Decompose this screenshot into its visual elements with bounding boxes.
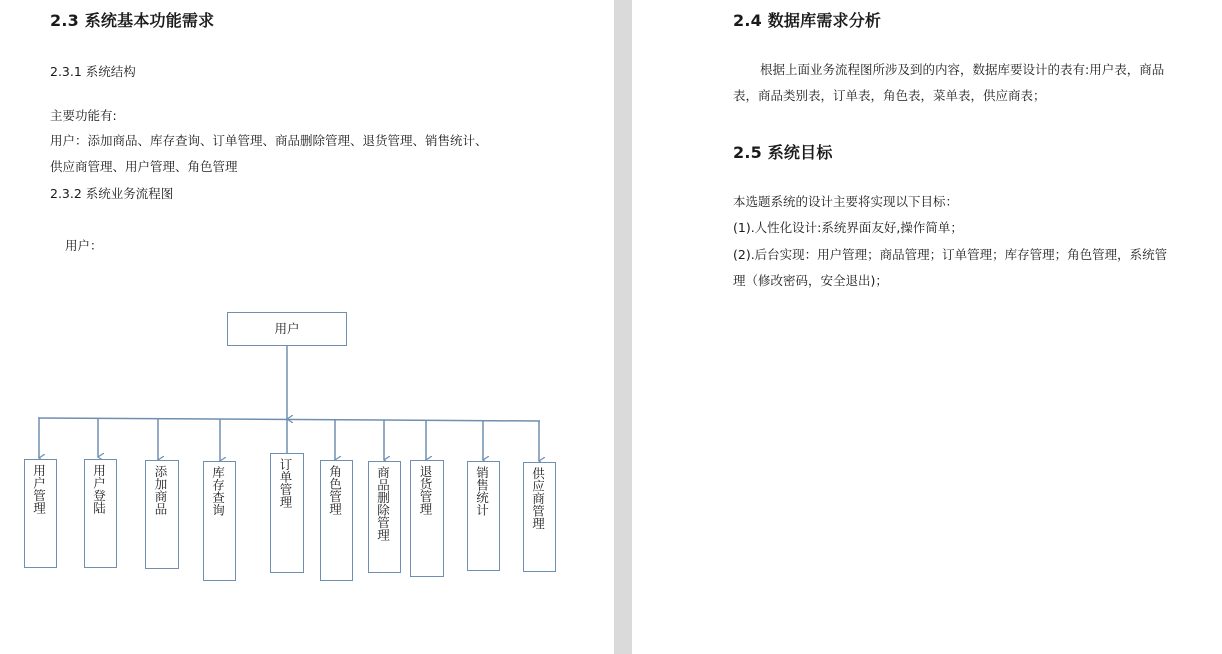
right-page bbox=[632, 0, 1222, 654]
node-label: 退货管理 bbox=[418, 465, 433, 515]
section-heading-2-3: 2.3 系统基本功能需求 bbox=[50, 11, 215, 30]
diagram-node-add-product bbox=[145, 460, 179, 569]
diagram-node-sales-statistics bbox=[467, 461, 500, 571]
diagram-node-role-management bbox=[320, 460, 353, 581]
db-para-line-1: 根据上面业务流程图所涉及到的内容，数据库要设计的表有:用户表，商品 bbox=[760, 62, 1165, 77]
diagram-node-inventory-query bbox=[203, 461, 236, 581]
node-label: 库存查询 bbox=[210, 466, 226, 516]
diagram-root-label: 用户 bbox=[274, 321, 300, 336]
node-label: 用户管理 bbox=[31, 464, 47, 514]
db-para-line-2: 表，商品类别表，订单表，角色表，菜单表，供应商表； bbox=[733, 88, 1046, 103]
subsection-2-3-1: 2.3.1 系统结构 bbox=[50, 64, 136, 79]
node-label: 订单管理 bbox=[278, 458, 293, 508]
diagram-node-user-login bbox=[84, 459, 117, 568]
goal-2-line-2: 理（修改密码，安全退出)； bbox=[733, 273, 888, 288]
node-label: 销售统计 bbox=[474, 466, 490, 516]
diagram-node-order-management bbox=[270, 453, 304, 573]
section-heading-2-4: 2.4 数据库需求分析 bbox=[733, 11, 882, 30]
diagram-node-product-delete-management bbox=[368, 461, 401, 573]
subsection-2-3-2: 2.3.2 系统业务流程图 bbox=[50, 186, 174, 201]
node-label: 角色管理 bbox=[327, 465, 343, 515]
diagram-root-node bbox=[227, 312, 347, 346]
diagram-node-user-management bbox=[24, 459, 57, 568]
functions-line-1: 用户：添加商品、库存查询、订单管理、商品删除管理、退货管理、销售统计、 bbox=[50, 133, 488, 148]
goal-1: (1).人性化设计:系统界面友好,操作简单； bbox=[733, 220, 963, 235]
user-label: 用户： bbox=[65, 238, 103, 253]
section-heading-2-5: 2.5 系统目标 bbox=[733, 143, 833, 162]
node-label: 供应商管理 bbox=[530, 467, 546, 530]
functions-line-2: 供应商管理、用户管理、角色管理 bbox=[50, 159, 238, 174]
page-gutter bbox=[614, 0, 632, 654]
node-label: 用户登陆 bbox=[91, 464, 107, 514]
node-label: 添加商品 bbox=[153, 465, 168, 515]
diagram-node-supplier-management bbox=[523, 462, 556, 572]
node-label: 商品删除管理 bbox=[375, 466, 391, 541]
main-functions-intro: 主要功能有: bbox=[50, 108, 117, 123]
goal-intro: 本选题系统的设计主要将实现以下目标： bbox=[733, 194, 959, 209]
goal-2-line-1: (2).后台实现：用户管理；商品管理；订单管理；库存管理；角色管理，系统管 bbox=[733, 247, 1168, 262]
diagram-node-return-management bbox=[410, 460, 444, 577]
